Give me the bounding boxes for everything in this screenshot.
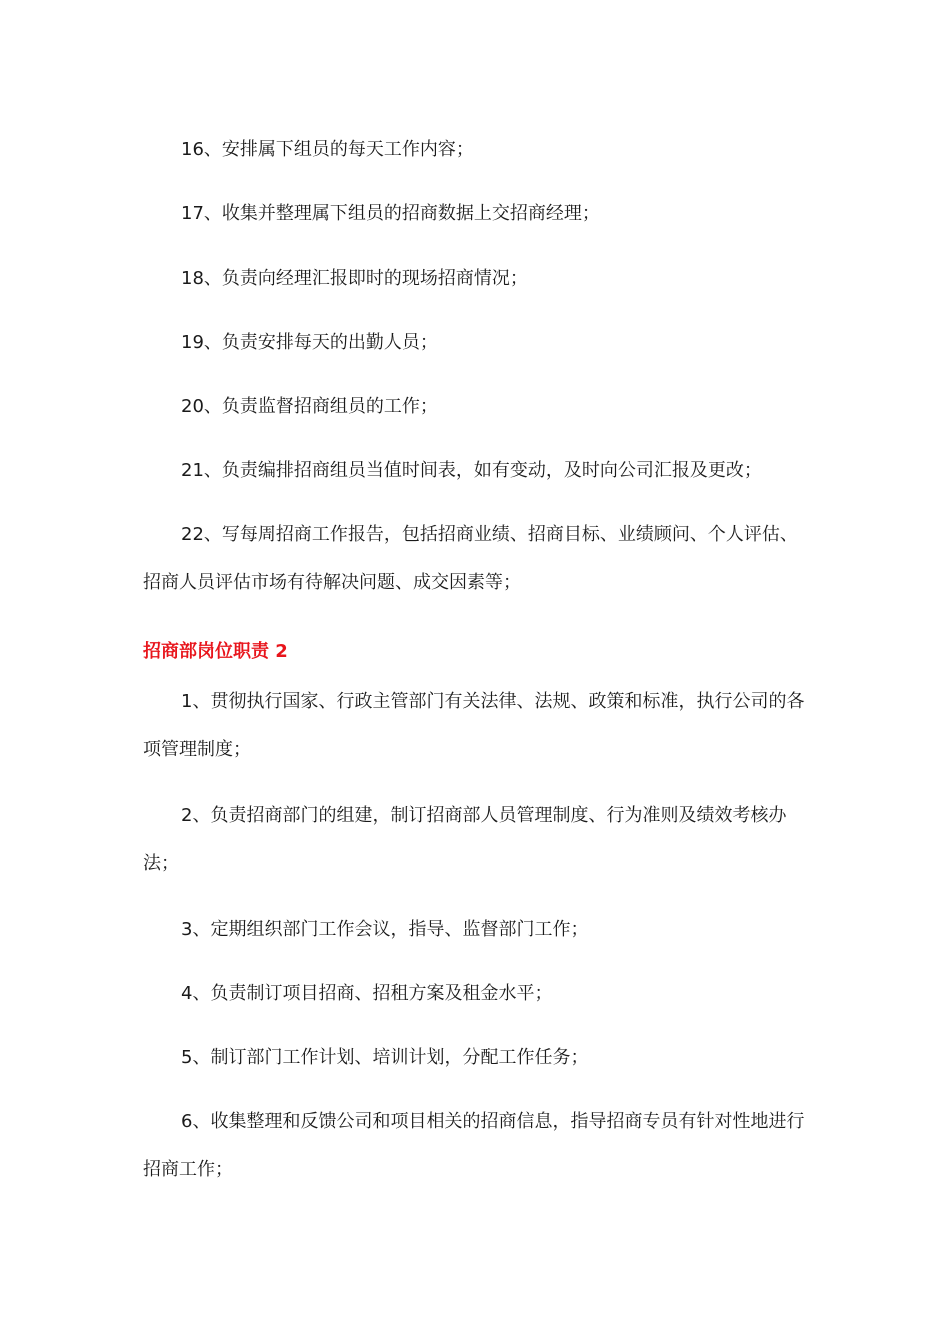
- list-item: 19、负责安排每天的出勤人员；: [181, 332, 438, 353]
- list-item: 18、负责向经理汇报即时的现场招商情况；: [181, 268, 528, 289]
- list-item: 22、写每周招商工作报告，包括招商业绩、招商目标、业绩顾问、个人评估、招商人员评估市场有待解决问题、成交因素等；: [143, 524, 798, 593]
- list-item: 2、负责招商部门的组建，制订招商部人员管理制度、行为准则及绩效考核办法；: [143, 805, 787, 874]
- list-item: 1、贯彻执行国家、行政主管部门有关法律、法规、政策和标准，执行公司的各项管理制度；: [143, 691, 805, 760]
- section-heading: 招商部岗位职责 2: [143, 641, 288, 662]
- list-item: 20、负责监督招商组员的工作；: [181, 396, 438, 417]
- list-item: 17、收集并整理属下组员的招商数据上交招商经理；: [181, 203, 600, 224]
- list-item: 16、安排属下组员的每天工作内容；: [181, 139, 474, 160]
- list-item: 21、负责编排招商组员当值时间表，如有变动，及时向公司汇报及更改；: [181, 460, 762, 481]
- list-item: 5、制订部门工作计划、培训计划，分配工作任务；: [181, 1047, 589, 1068]
- list-item: 6、收集整理和反馈公司和项目相关的招商信息，指导招商专员有针对性地进行招商工作；: [143, 1111, 805, 1180]
- list-item: 3、定期组织部门工作会议，指导、监督部门工作；: [181, 919, 589, 940]
- list-item: 4、负责制订项目招商、招租方案及租金水平；: [181, 983, 553, 1004]
